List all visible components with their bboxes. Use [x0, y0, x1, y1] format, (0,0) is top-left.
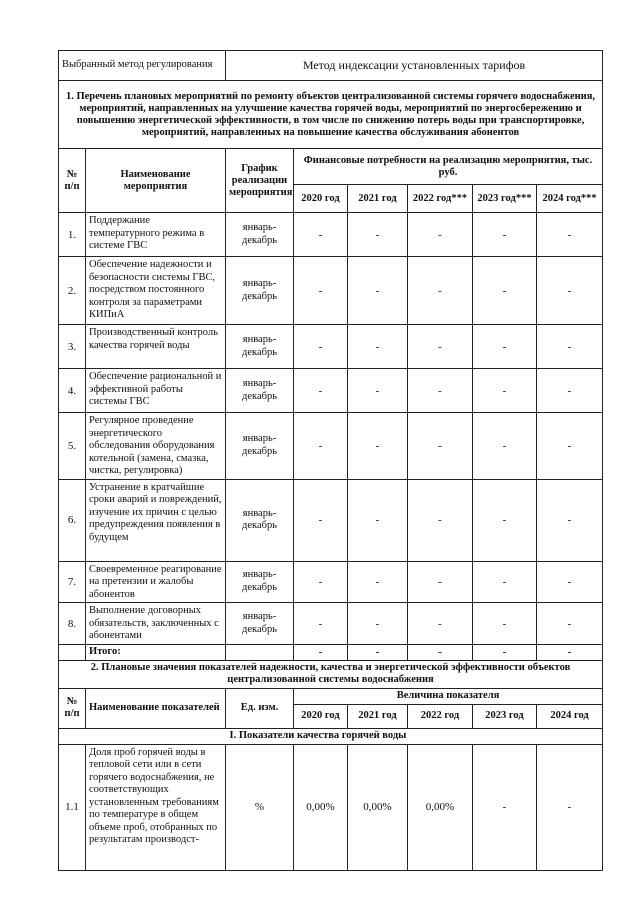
- row-value: -: [473, 561, 537, 603]
- document-page: [58, 50, 602, 871]
- row-value: -: [294, 413, 348, 480]
- total-value: -: [348, 645, 408, 661]
- row-num: 8.: [59, 603, 86, 645]
- row-schedule: январь-декабрь: [226, 603, 294, 645]
- row-num: 3.: [59, 325, 86, 369]
- row-schedule: январь-декабрь: [226, 213, 294, 257]
- row-name: Доля проб горячей воды в тепловой сети или в сети горячего водоснабжения, не соответствующих установленным требованиям по температуре в общем объеме проб, отобранных по результатам производст-: [86, 744, 226, 870]
- row-num: 2.: [59, 257, 86, 325]
- row-name: Своевременное реагирование на претензии и жалобы абонентов: [86, 561, 226, 603]
- table-row: [59, 603, 603, 645]
- row-schedule: январь-декабрь: [226, 325, 294, 369]
- row-value: -: [294, 369, 348, 413]
- row-value: -: [348, 257, 408, 325]
- col-num-header: № п/п: [59, 688, 86, 728]
- row-value: -: [537, 325, 603, 369]
- row-value: -: [408, 413, 473, 480]
- row-value: -: [348, 413, 408, 480]
- row-value: -: [408, 325, 473, 369]
- method-value: Метод индексации установленных тарифов: [226, 51, 603, 81]
- year-header: 2024 год***: [537, 185, 603, 213]
- row-value: -: [408, 257, 473, 325]
- table-row: [59, 213, 603, 257]
- tariff-plan-table: [58, 50, 603, 871]
- row-num: 1.: [59, 213, 86, 257]
- total-value: -: [537, 645, 603, 661]
- row-value: -: [537, 603, 603, 645]
- row-value: -: [408, 213, 473, 257]
- row-schedule: январь-декабрь: [226, 561, 294, 603]
- row-value: 0,00%: [348, 744, 408, 870]
- col-value-header: Величина показателя: [294, 688, 603, 704]
- total-label: Итого:: [86, 645, 226, 661]
- col-num-header: № п/п: [59, 149, 86, 213]
- row-name: Обеспечение рациональной и эффективной работы системы ГВС: [86, 369, 226, 413]
- row-name: Производственный контроль качества горячей воды: [86, 325, 226, 369]
- row-value: -: [294, 257, 348, 325]
- table-row: [59, 744, 603, 870]
- year-header: 2023 год***: [473, 185, 537, 213]
- year-header: 2020 год: [294, 704, 348, 728]
- year-header: 2023 год: [473, 704, 537, 728]
- row-value: -: [537, 369, 603, 413]
- row-name: Регулярное проведение энергетического обследования оборудования котельной (замена, смазка, чистка, регулировка): [86, 413, 226, 480]
- year-header: 2022 год: [408, 704, 473, 728]
- row-value: -: [408, 479, 473, 561]
- row-value: -: [473, 603, 537, 645]
- row-value: -: [294, 479, 348, 561]
- col-unit-header: Ед. изм.: [226, 688, 294, 728]
- table-row: [59, 561, 603, 603]
- row-value: -: [348, 369, 408, 413]
- table-row: [59, 369, 603, 413]
- row-name: Поддержание температурного режима в системе ГВС: [86, 213, 226, 257]
- year-header: 2021 год: [348, 185, 408, 213]
- row-num: 4.: [59, 369, 86, 413]
- row-value: -: [537, 479, 603, 561]
- row-value: -: [348, 325, 408, 369]
- row-value: -: [348, 213, 408, 257]
- table-row: [59, 413, 603, 480]
- row-value: -: [408, 603, 473, 645]
- total-value: -: [294, 645, 348, 661]
- row-unit: %: [226, 744, 294, 870]
- row-value: -: [473, 479, 537, 561]
- row-value: -: [294, 561, 348, 603]
- row-value: -: [294, 325, 348, 369]
- row-value: -: [473, 744, 537, 870]
- row-value: -: [473, 325, 537, 369]
- year-header: 2022 год***: [408, 185, 473, 213]
- col-name-header: Наименование показателей: [86, 688, 226, 728]
- year-header: 2020 год: [294, 185, 348, 213]
- row-value: -: [473, 413, 537, 480]
- row-name: Выполнение договорных обязательств, заключенных с абонентами: [86, 603, 226, 645]
- row-value: -: [537, 561, 603, 603]
- section1-title: 1. Перечень плановых мероприятий по ремонту объектов централизованной системы горячего водоснабжения, мероприятий, направленных на улучшение качества горячей воды, мероприятий по энергосбережению и повышению энергетической эффективности, в том числе по снижению потерь воды при транспортировке, мероприятий, направленных на повышение качества обслуживания абонентов: [59, 81, 603, 149]
- subsection-title: I. Показатели качества горячей воды: [226, 728, 603, 744]
- year-header: 2021 год: [348, 704, 408, 728]
- row-value: -: [473, 213, 537, 257]
- table-row: [59, 479, 603, 561]
- row-value: -: [348, 603, 408, 645]
- total-value: -: [408, 645, 473, 661]
- table-row: [59, 257, 603, 325]
- table-row: [59, 325, 603, 369]
- row-value: -: [473, 257, 537, 325]
- row-value: 0,00%: [408, 744, 473, 870]
- row-value: -: [294, 213, 348, 257]
- method-row: [59, 51, 603, 81]
- row-num: 7.: [59, 561, 86, 603]
- row-value: -: [537, 257, 603, 325]
- row-num: 1.1: [59, 744, 86, 870]
- row-value: -: [348, 561, 408, 603]
- row-schedule: январь-декабрь: [226, 413, 294, 480]
- col-schedule-header: График реализации мероприятия: [226, 149, 294, 213]
- row-num: 6.: [59, 479, 86, 561]
- col-finance-header: Финансовые потребности на реализацию мероприятия, тыс. руб.: [294, 149, 603, 185]
- row-schedule: январь-декабрь: [226, 479, 294, 561]
- row-value: -: [537, 744, 603, 870]
- row-value: -: [294, 603, 348, 645]
- row-value: -: [408, 369, 473, 413]
- row-num: 5.: [59, 413, 86, 480]
- row-name: Обеспечение надежности и безопасности системы ГВС, посредством постоянного контроля за параметрами КИПиА: [86, 257, 226, 325]
- row-schedule: январь-декабрь: [226, 369, 294, 413]
- row-value: -: [408, 561, 473, 603]
- total-value: -: [473, 645, 537, 661]
- section2-title: 2. Плановые значения показателей надежности, качества и энергетической эффективности объектов централизованной системы водоснабжения: [59, 660, 603, 688]
- total-row: [59, 645, 603, 661]
- year-header: 2024 год: [537, 704, 603, 728]
- method-label: Выбранный метод регулирования: [59, 51, 226, 81]
- col-name-header: Наименование мероприятия: [86, 149, 226, 213]
- row-value: -: [537, 213, 603, 257]
- row-schedule: январь-декабрь: [226, 257, 294, 325]
- row-value: -: [473, 369, 537, 413]
- row-value: 0,00%: [294, 744, 348, 870]
- row-value: -: [348, 479, 408, 561]
- row-name: Устранение в кратчайшие сроки аварий и повреждений, изучение их причин с целью предупреждения появления в будущем: [86, 479, 226, 561]
- row-value: -: [537, 413, 603, 480]
